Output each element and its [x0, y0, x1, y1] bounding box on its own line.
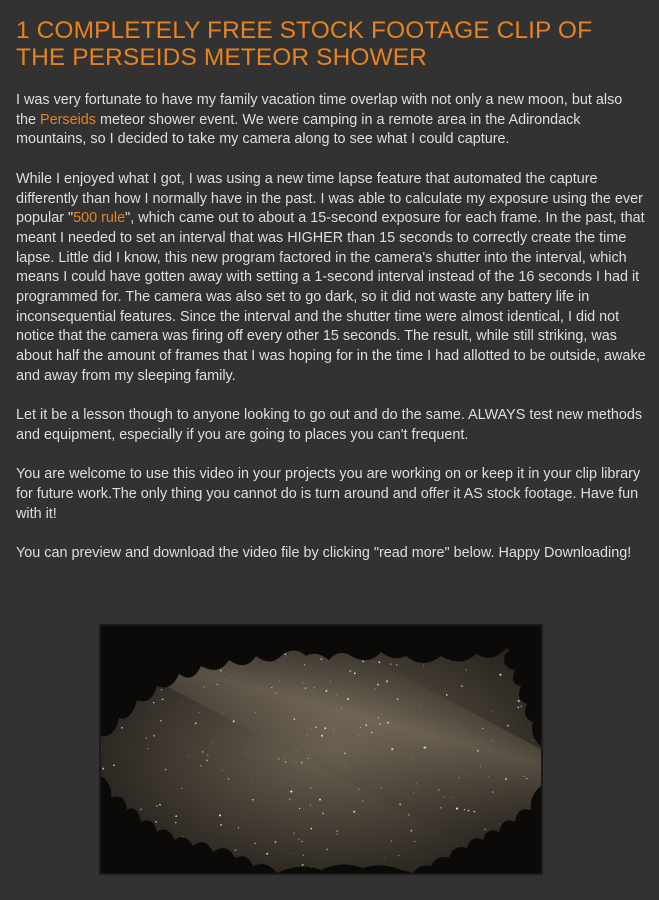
star	[381, 787, 382, 788]
star	[289, 798, 291, 800]
star	[325, 690, 327, 692]
star	[386, 680, 388, 682]
star	[454, 727, 455, 728]
star	[482, 728, 483, 729]
star	[245, 752, 246, 753]
star	[293, 832, 294, 833]
star	[354, 672, 356, 674]
star	[275, 841, 277, 843]
star	[524, 776, 525, 777]
star	[499, 674, 501, 676]
star	[310, 787, 311, 788]
star	[121, 727, 123, 729]
star	[140, 809, 142, 811]
star	[456, 808, 458, 810]
star	[477, 750, 479, 752]
post-title: 1 COMPLETELY FREE STOCK FOOTAGE CLIP OF THE PERSEIDS METEOR SHOWER	[16, 17, 593, 71]
star	[387, 722, 389, 724]
star	[155, 821, 157, 823]
star	[347, 698, 349, 700]
star	[492, 791, 493, 792]
star	[238, 827, 239, 828]
star	[374, 688, 375, 689]
star	[459, 777, 460, 778]
star	[252, 799, 254, 801]
star	[160, 720, 162, 722]
video-thumbnail[interactable]	[99, 624, 543, 875]
star	[499, 823, 500, 824]
star	[278, 758, 279, 759]
star	[413, 792, 414, 793]
perseids-link[interactable]: Perseids	[40, 111, 97, 128]
star	[294, 718, 295, 719]
star	[102, 768, 104, 770]
star	[444, 797, 445, 798]
star	[220, 824, 222, 826]
star	[199, 712, 200, 713]
star	[254, 843, 256, 845]
star	[290, 853, 291, 854]
star	[408, 814, 409, 815]
star	[290, 791, 292, 793]
star	[298, 839, 299, 840]
star	[301, 762, 303, 764]
star	[517, 707, 519, 709]
star	[371, 732, 372, 733]
star	[488, 776, 489, 777]
star	[275, 692, 277, 694]
star	[377, 684, 379, 686]
star	[391, 840, 392, 841]
star	[285, 761, 287, 763]
star	[337, 694, 338, 695]
star	[420, 705, 421, 706]
500-rule-link[interactable]: 500 rule	[73, 210, 126, 227]
star	[162, 699, 164, 701]
star	[474, 811, 476, 813]
star	[349, 670, 351, 672]
star	[526, 778, 527, 779]
star	[461, 685, 463, 687]
star	[315, 727, 316, 728]
star	[159, 804, 161, 806]
star	[446, 694, 448, 696]
star	[210, 745, 211, 746]
star	[423, 665, 424, 666]
star	[301, 841, 303, 843]
star	[209, 812, 210, 813]
star	[341, 707, 342, 708]
star	[362, 661, 364, 663]
star	[391, 748, 393, 750]
star	[390, 663, 392, 665]
star	[308, 757, 310, 759]
star	[183, 701, 184, 702]
star	[518, 700, 520, 702]
star	[303, 682, 304, 683]
star	[468, 810, 470, 812]
star	[307, 734, 308, 735]
star	[378, 717, 379, 718]
star	[219, 814, 221, 816]
star	[324, 727, 326, 729]
star	[200, 765, 202, 767]
star	[336, 830, 338, 832]
star	[305, 687, 307, 689]
star	[206, 759, 208, 761]
star	[532, 740, 533, 741]
star	[464, 809, 465, 810]
star	[284, 759, 285, 760]
star	[311, 828, 313, 830]
star	[228, 778, 229, 779]
star	[296, 761, 297, 762]
star	[492, 740, 493, 741]
paragraph-time-lapse-text-before: While I enjoyed what I got, I was using a new time lapse feature that automated the capture differently than how I normally have in the past. I was able to calculate my exposure using the ever popular "	[16, 170, 643, 227]
star	[326, 848, 328, 850]
star	[296, 751, 297, 752]
star	[310, 805, 311, 806]
star	[414, 841, 415, 842]
star	[491, 711, 492, 712]
star	[175, 815, 177, 817]
star	[416, 783, 417, 784]
star	[150, 707, 151, 708]
star	[189, 756, 190, 757]
star	[316, 764, 317, 765]
star	[147, 748, 148, 749]
star	[202, 751, 204, 753]
star	[358, 789, 359, 790]
paragraph-intro	[16, 91, 646, 150]
star	[212, 743, 213, 744]
star	[424, 746, 426, 748]
star	[311, 728, 312, 729]
star	[319, 799, 321, 801]
star	[113, 764, 115, 766]
star	[521, 706, 522, 707]
star	[378, 661, 380, 663]
post-body	[16, 91, 646, 584]
star	[438, 789, 439, 790]
star	[153, 702, 154, 703]
star	[220, 670, 222, 672]
star	[235, 849, 237, 851]
star	[233, 720, 235, 722]
star	[276, 696, 277, 697]
star	[365, 724, 367, 726]
star	[181, 788, 182, 789]
paragraph-download: You can preview and download the video file by clicking "read more" below. Happy Downloading!	[16, 545, 632, 562]
star	[379, 723, 381, 725]
star	[156, 805, 158, 807]
star	[390, 841, 391, 842]
star	[314, 687, 315, 688]
star	[480, 766, 481, 767]
star	[384, 858, 385, 859]
star	[337, 834, 338, 835]
star	[333, 859, 334, 860]
star	[411, 758, 412, 759]
star	[175, 822, 177, 824]
night-sky-image	[101, 626, 541, 873]
star	[410, 830, 412, 832]
star	[358, 735, 359, 736]
star	[333, 730, 334, 731]
star	[169, 773, 170, 774]
star	[362, 800, 364, 802]
star	[345, 766, 346, 767]
star	[360, 727, 361, 728]
star	[279, 680, 280, 681]
star	[424, 856, 425, 857]
star	[369, 721, 370, 722]
star	[145, 737, 147, 739]
star	[204, 686, 205, 687]
star	[451, 797, 452, 798]
paragraph-lesson: Let it be a lesson though to anyone looking to go out and do the same. ALWAYS test new methods and equipment, especially if you are going to places you can't frequent.	[16, 407, 643, 443]
star	[302, 864, 304, 866]
star	[523, 753, 524, 754]
star	[466, 774, 467, 775]
star	[252, 781, 253, 782]
star	[353, 811, 355, 813]
star	[397, 698, 399, 700]
paragraph-time-lapse-text-after: ", which came out to about a 15-second exposure for each frame. In the past, that meant I needed to set an interval that was HIGHER than 15 seconds to correctly create the time lapse. Little did I know, this new program factored in the camera's shutter into the interval, which means I could have gotten away with setting a 1-second interval instead of the 16 seconds I had it programmed for. The camera was also set to go dark, so it did not waste any battery life in inconsequential features. Since the interval and the shutter time were almost identical, I did not notice that the camera was firing off every other 15 seconds. The result, while still striking, was about half the amount of frames that I was hoping for in the time I had allotted to be outside, awake and away from my sleeping family.	[16, 210, 646, 384]
star	[266, 853, 268, 855]
star	[255, 712, 256, 713]
star	[299, 808, 300, 809]
star	[494, 766, 495, 767]
star	[207, 754, 209, 756]
star	[398, 855, 399, 856]
star	[285, 654, 287, 656]
star	[344, 752, 346, 754]
star	[466, 670, 467, 671]
star	[216, 684, 218, 686]
paragraph-intro-text-before: I was very fortunate to have my family vacation time overlap with not only a new moon, but also the	[16, 92, 623, 128]
star	[302, 854, 304, 856]
star	[153, 735, 155, 737]
star	[322, 813, 324, 815]
star	[423, 747, 424, 748]
paragraph-intro-text-after: meteor shower event. We were camping in a remote area in the Adirondack mountains, so I decided to take my camera along to see what I could capture.	[16, 111, 581, 148]
star	[440, 807, 442, 809]
star	[271, 687, 272, 688]
star	[330, 681, 331, 682]
star	[165, 769, 166, 770]
star	[505, 778, 507, 780]
star	[259, 687, 260, 688]
star	[507, 725, 509, 727]
star	[222, 770, 223, 771]
star	[195, 722, 197, 724]
star	[399, 803, 401, 805]
star	[373, 661, 374, 662]
star	[161, 689, 163, 691]
paragraph-usage: You are welcome to use this video in your projects you are working on or keep it in your clip library for future work.The only thing you cannot do is turn around and offer it AS stock footage. Have fun with it!	[16, 466, 641, 522]
star	[396, 664, 398, 666]
star	[304, 664, 305, 665]
star	[231, 676, 232, 677]
star	[321, 735, 323, 737]
star	[320, 658, 322, 660]
star	[222, 713, 223, 714]
star	[501, 812, 502, 813]
paragraph-time-lapse	[16, 170, 646, 387]
star	[484, 829, 485, 830]
